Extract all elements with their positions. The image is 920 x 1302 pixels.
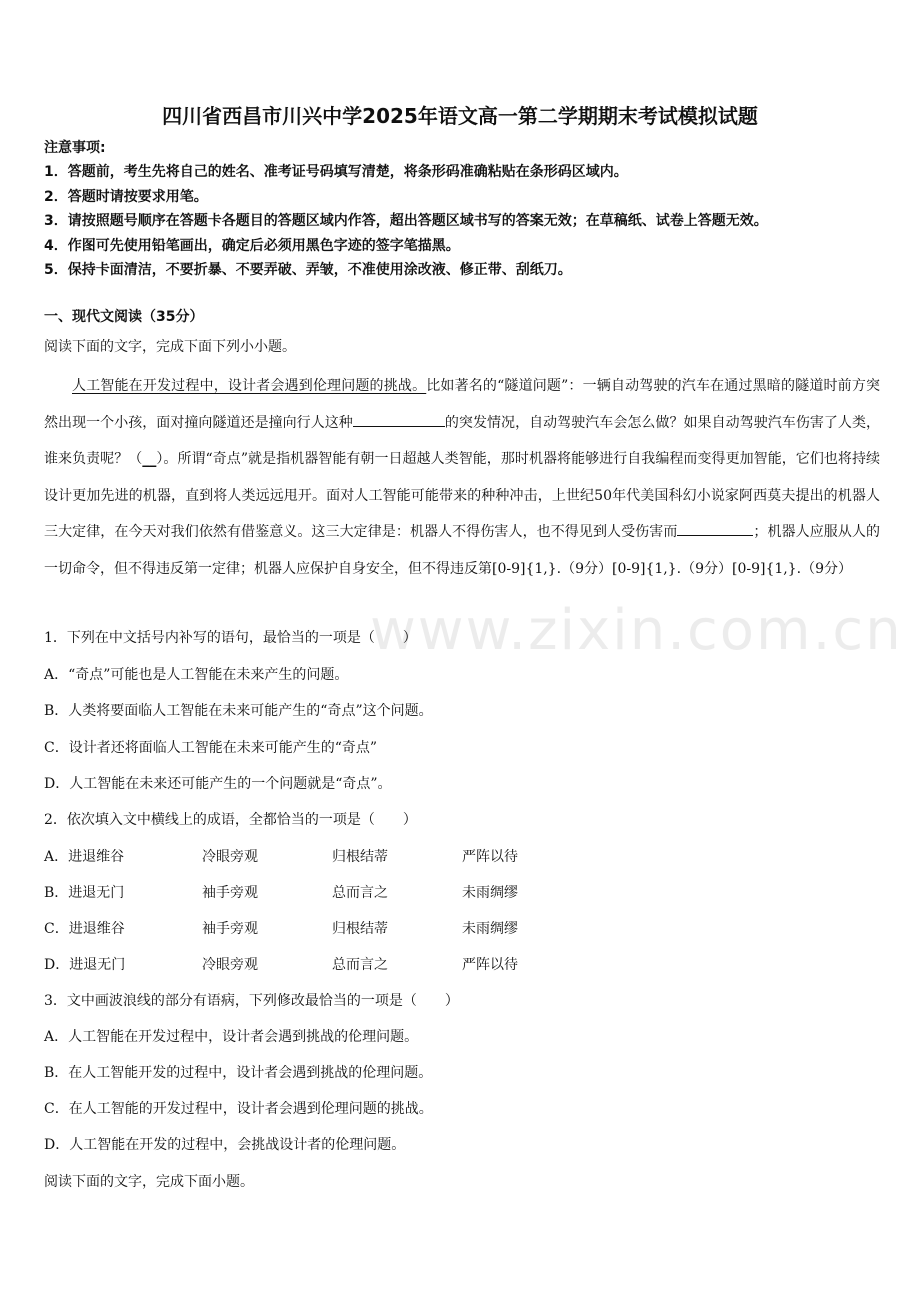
paren-blank: __	[142, 451, 157, 467]
note-item: 1．答题前，考生先将自己的姓名、准考证号码填写清楚，将条形码准确粘贴在条形码区域内。	[44, 164, 628, 180]
option-cell: 袖手旁观	[202, 885, 258, 901]
option: B．在人工智能开发的过程中，设计者会遇到挑战的伦理问题。	[44, 1065, 433, 1081]
fill-blank-2	[677, 521, 753, 536]
option-cell: 归根结蒂	[332, 849, 388, 865]
page-title: 四川省西昌市川兴中学2025年语文高一第二学期期末考试模拟试题	[162, 104, 758, 128]
question-2-stem: 2．依次填入文中横线上的成语，全都恰当的一项是（ ）	[44, 812, 417, 828]
note-item: 5．保持卡面清洁，不要折暴、不要弄破、弄皱，不准使用涂改液、修正带、刮纸刀。	[44, 262, 572, 278]
option: D．人工智能在未来还可能产生的一个问题就是“奇点”。	[44, 776, 392, 792]
note-item: 2．答题时请按要求用笔。	[44, 188, 208, 205]
option-cell: 未雨绸缪	[462, 885, 518, 901]
notes-heading: 注意事项:	[44, 140, 106, 156]
notes-list	[44, 160, 894, 283]
option: A．人工智能在开发过程中，设计者会遇到挑战的伦理问题。	[44, 1029, 419, 1045]
option: A．“奇点”可能也是人工智能在未来产生的问题。	[44, 667, 349, 683]
option-cell: 总而言之	[332, 885, 388, 901]
option-cell: B．进退无门	[44, 885, 125, 901]
option-cell: 严阵以待	[462, 957, 518, 973]
option-cell: 严阵以待	[462, 849, 518, 865]
option-cell: C．进退维谷	[44, 921, 125, 937]
passage-text: 比如著名的“隧道问题”：一辆自动驾驶的汽车在通过黑暗的隧道时前方突然出现一个小孩，面对撞向隧道还是撞向行人这种	[44, 378, 880, 431]
reading-passage	[44, 368, 880, 587]
next-section-intro: 阅读下面的文字，完成下面小题。	[44, 1174, 254, 1190]
passage-text: 的突发情况，自动驾驶汽车会怎么做？如果自动驾驶汽车伤害了人类，谁来负责呢？（	[44, 414, 881, 467]
question-1-stem: 1．下列在中文括号内补写的语句，最恰当的一项是（ ）	[44, 630, 417, 646]
passage-text: ）。所谓“奇点”就是指机器智能有朝一日超越人类智能，那时机器将能够进行自我编程而变得更加智能，它们也将持续设计更加先进的机器，直到将人类远远甩开。面对人工智能可能带来的种种冲击，上世纪50年代美国科幻小说家阿西莫夫提出的机器人三大定律，在今天对我们依然有借鉴意义。这三大定律是：机器人不得伤害人，也不得见到人受伤害而	[44, 451, 881, 540]
option: C．在人工智能的开发过程中，设计者会遇到伦理问题的挑战。	[44, 1101, 433, 1117]
option: C．设计者还将面临人工智能在未来可能产生的“奇点”	[44, 740, 378, 756]
option-cell: 归根结蒂	[332, 921, 388, 937]
option-cell: 冷眼旁观	[202, 849, 258, 865]
option-cell: D．进退无门	[44, 957, 126, 973]
watermark: www.zixin.com.cn	[370, 598, 903, 663]
option-cell: 未雨绸缪	[462, 921, 518, 937]
section-intro: 阅读下面的文字，完成下面下列小小题。	[44, 339, 296, 355]
option-cell: 冷眼旁观	[202, 957, 258, 973]
wavy-underlined-sentence: 人工智能在开发过程中，设计者会遇到伦理问题的挑战。	[72, 378, 427, 394]
question-3-stem: 3．文中画波浪线的部分有语病，下列修改最恰当的一项是（ ）	[44, 993, 459, 1009]
option-cell: 总而言之	[332, 957, 388, 973]
option: D．人工智能在开发的过程中，会挑战设计者的伦理问题。	[44, 1137, 406, 1153]
fill-blank-1	[353, 412, 445, 427]
note-item: 4．作图可先使用铅笔画出，确定后必须用黑色字迹的签字笔描黑。	[44, 237, 460, 254]
note-item: 3．请按照题号顺序在答题卡各题目的答题区域内作答，超出答题区域书写的答案无效；在草稿纸、试卷上答题无效。	[44, 213, 768, 229]
option: B．人类将要面临人工智能在未来可能产生的“奇点”这个问题。	[44, 703, 433, 719]
passage-text: ；机器人应服从人的一切命令，但不得违反第一定律；机器人应保护自身安全，但不得违反第[0-9]{1,}.（9分）[0-9]{1,}.（9分）[0-9]{1,}.（9分）	[44, 524, 881, 577]
option-cell: 袖手旁观	[202, 921, 258, 937]
section-title: 一、现代文阅读（35分）	[44, 309, 204, 325]
option-cell: A．进退维谷	[44, 849, 125, 865]
